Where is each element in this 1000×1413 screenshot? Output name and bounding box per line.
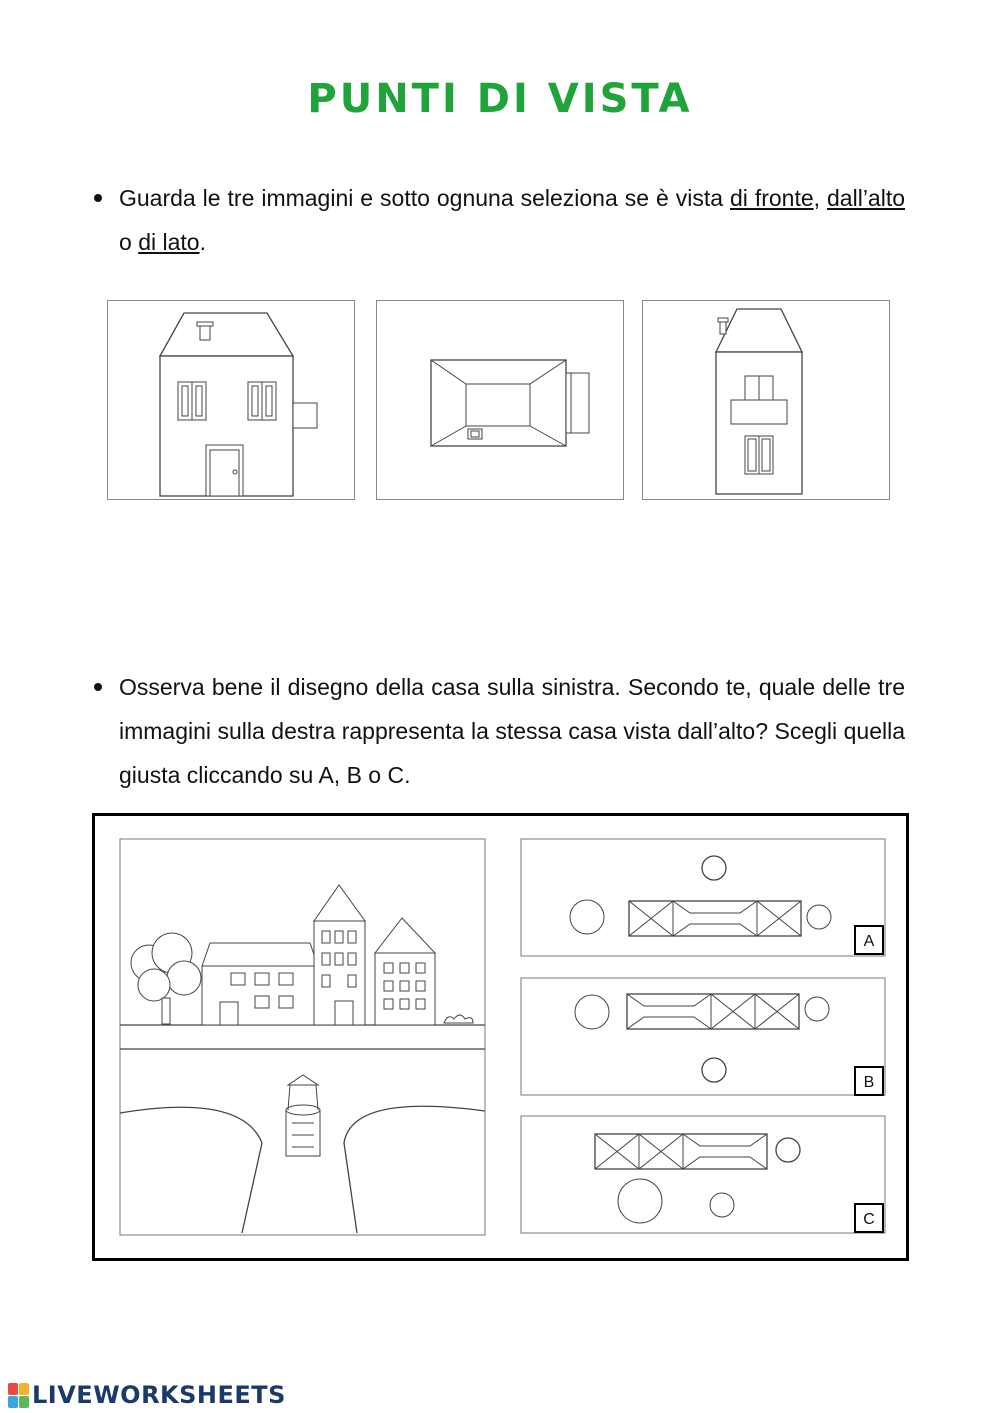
exercise-frame — [92, 813, 909, 1261]
instruction-2-text: Osserva bene il disegno della casa sulla sinistra. Secondo te, quale delle tre immagini sulla destra rappresenta la stessa casa vista dall’alto? Scegli quella giusta cliccando su A, B o C. — [119, 674, 905, 788]
option-b-image — [521, 978, 885, 1095]
liveworksheets-logo-icon — [8, 1383, 29, 1408]
option-di-fronte: di fronte — [729, 185, 814, 211]
bullet-icon — [94, 194, 102, 202]
choice-a-button[interactable]: A — [854, 925, 884, 955]
page-title: PUNTI DI VISTA — [307, 76, 693, 122]
choice-b-button[interactable]: B — [854, 1066, 884, 1096]
instruction-1 — [90, 176, 905, 264]
instruction-2 — [90, 665, 905, 797]
option-di-lato: di lato — [138, 229, 200, 255]
house-side-view-image — [642, 300, 890, 500]
bullet-icon — [94, 683, 102, 691]
instruction-1-lead: Guarda le tre immagini e sotto ognuna seleziona se è vista — [119, 185, 730, 211]
conj-text: o — [119, 229, 139, 255]
choice-c-button[interactable]: C — [854, 1203, 884, 1233]
village-drawing — [120, 839, 485, 1235]
comma-text: , — [813, 185, 821, 211]
brand-text[interactable]: LIVEWORKSHEETS — [32, 1381, 286, 1409]
house-front-view-image — [107, 300, 355, 500]
option-c-image — [521, 1116, 885, 1233]
period-text: . — [199, 229, 206, 255]
option-dall-alto: dall’alto — [827, 185, 906, 211]
house-top-view-image — [376, 300, 624, 500]
option-a-image — [521, 839, 885, 956]
footer-brand — [8, 1380, 286, 1410]
